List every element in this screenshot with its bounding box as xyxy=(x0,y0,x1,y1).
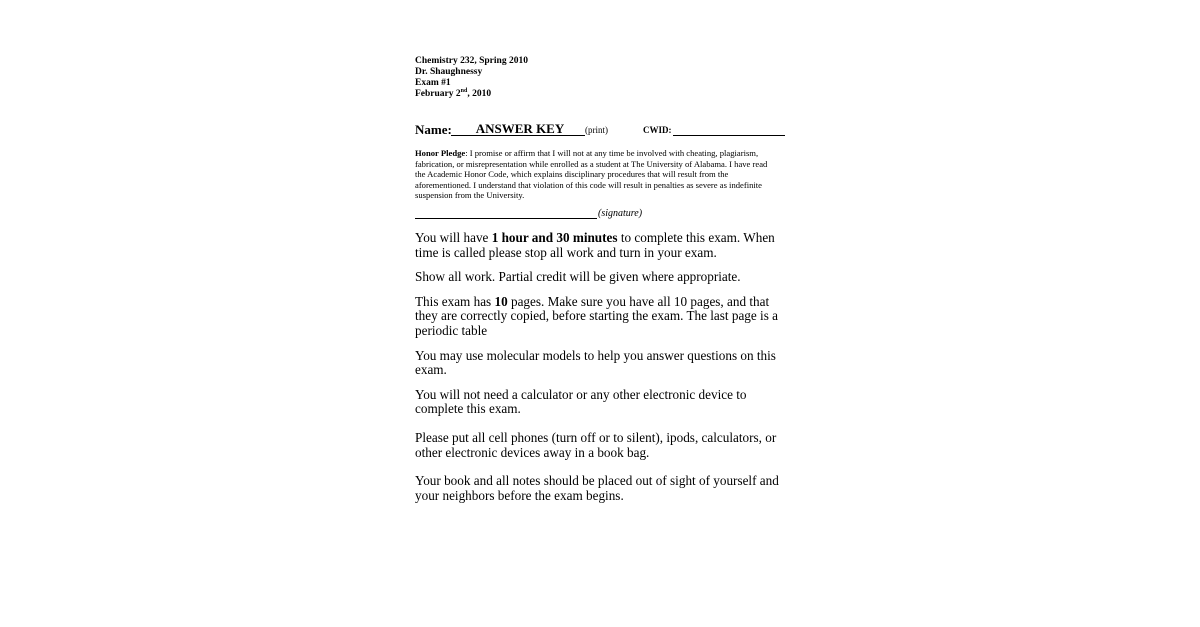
instructor-name: Dr. Shaughnessy xyxy=(415,67,483,77)
instruction-models: You may use molecular models to help you answer questions on this exam. xyxy=(415,347,776,378)
honor-pledge xyxy=(415,148,775,201)
instruction-calculator: You will not need a calculator or any other electronic device to complete this exam. xyxy=(415,386,747,417)
instruction-time: You will have 1 hour and 30 minutes to complete this exam. When time is called please stop all work and turn in your exam. xyxy=(415,229,775,260)
signature-tag: (signature) xyxy=(598,207,643,219)
name-label: Name: xyxy=(415,122,452,137)
exam-cover-page xyxy=(415,56,787,503)
instruction-pages: This exam has 10 pages. Make sure you have all 10 pages, and that they are correctly copied, before starting the exam. The last page is a periodic table xyxy=(415,293,778,338)
course-title: Chemistry 232, Spring 2010 xyxy=(415,56,528,66)
name-row xyxy=(415,122,787,140)
instruction-show-work: Show all work. Partial credit will be given where appropriate. xyxy=(415,269,741,285)
name-field: ANSWER KEY xyxy=(451,122,585,136)
exam-date: February 2nd, 2010 xyxy=(415,88,492,99)
signature-line xyxy=(415,208,597,219)
honor-pledge-text: : I promise or affirm that I will not at any time be involved with cheating, plagiarism, fabrication, or misrepresentation while enrolled as a student at The University of Alabama. I have read the Academic Honor Code, which explains disciplinary procedures that will result from the aforementioned. I understand that violation of this code will result in penalties as severe as indefinite suspension from the University. xyxy=(415,148,768,201)
instruction-devices: Please put all cell phones (turn off or to silent), ipods, calculators, or other electronic devices away in a book bag. xyxy=(415,429,777,460)
cwid-label: CWID: xyxy=(643,125,672,135)
instruction-notes: Your book and all notes should be placed out of sight of yourself and your neighbors before the exam begins. xyxy=(415,473,779,503)
signature-row xyxy=(415,208,787,224)
exam-header xyxy=(415,56,787,100)
honor-pledge-label: Honor Pledge xyxy=(415,148,466,158)
exam-number: Exam #1 xyxy=(415,78,451,88)
print-tag: (print) xyxy=(585,125,608,135)
cwid-field xyxy=(673,125,785,136)
